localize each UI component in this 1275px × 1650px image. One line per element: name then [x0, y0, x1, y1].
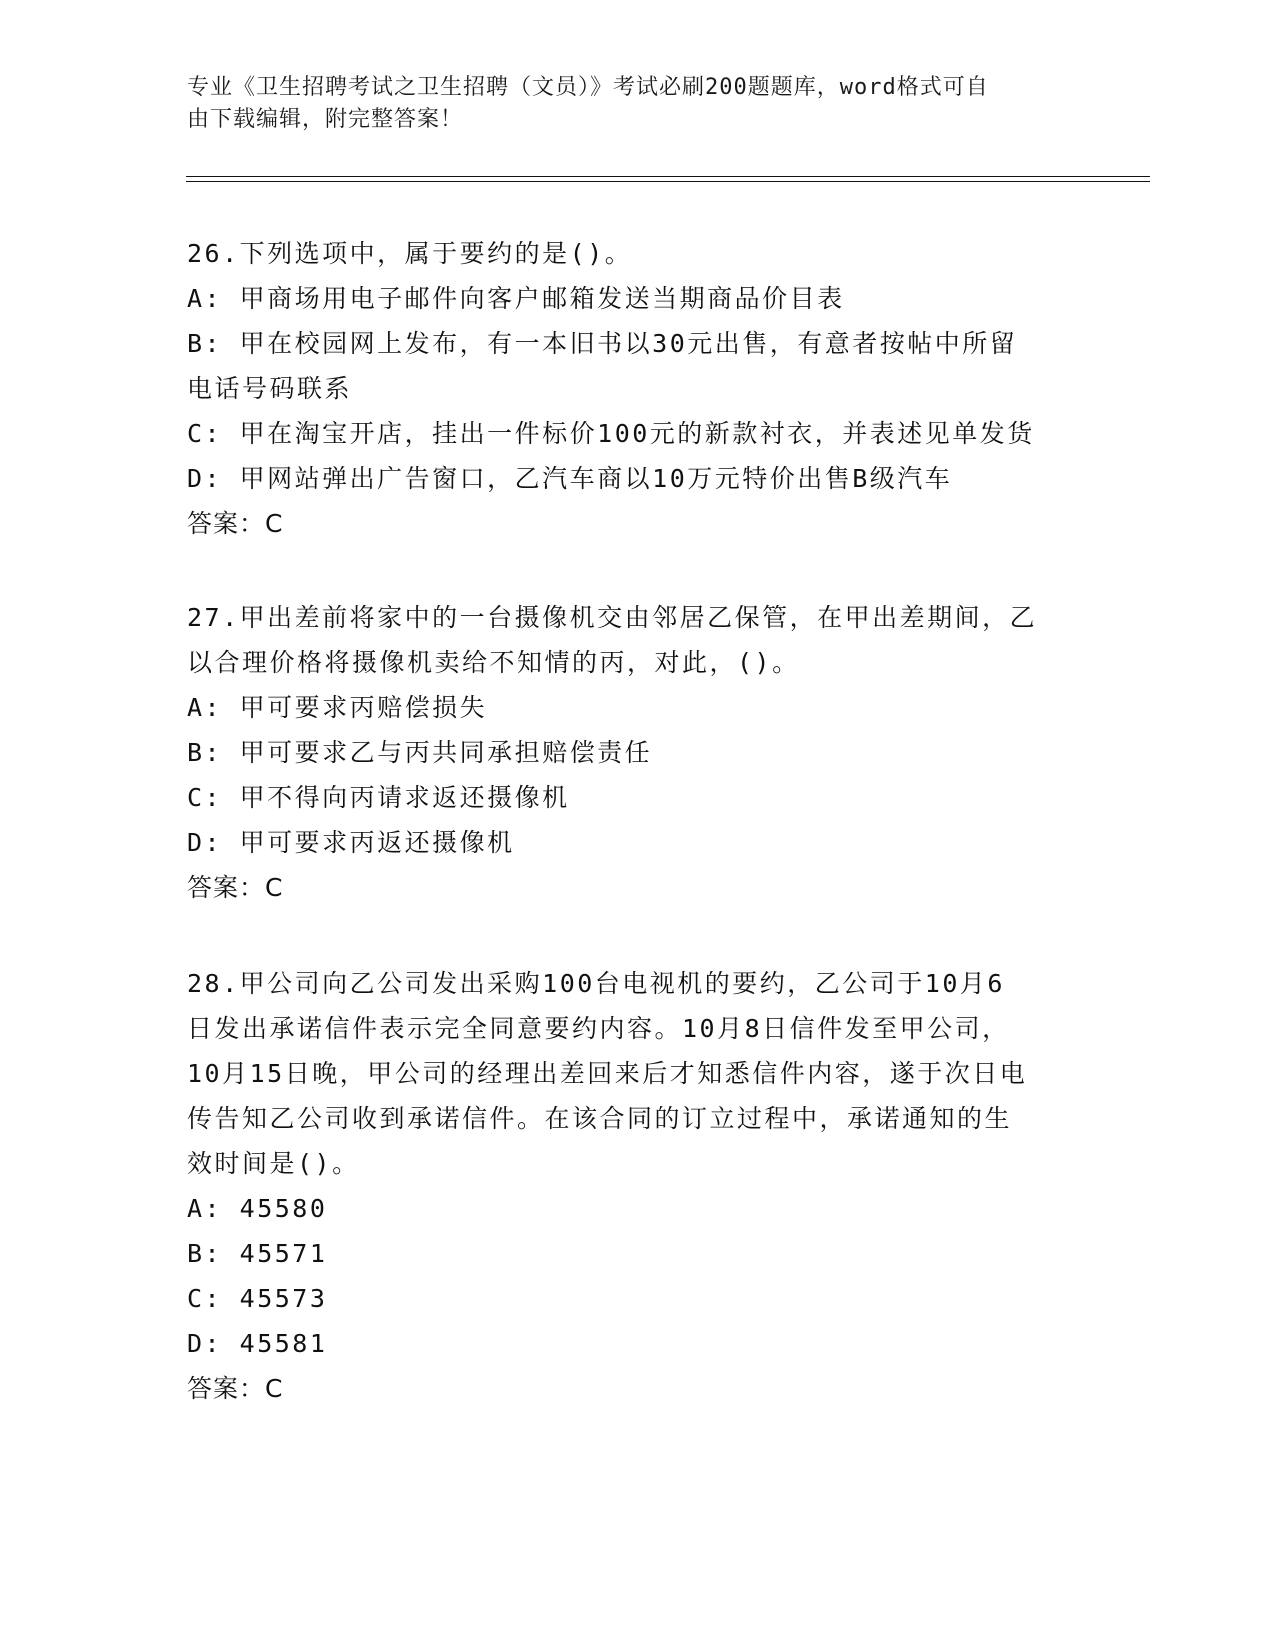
header-line-2: 由下载编辑，附完整答案！: [187, 107, 464, 132]
answer-line: 答案：C: [187, 509, 284, 538]
document-header: [187, 72, 1067, 136]
option-b: B: 45571: [187, 1239, 328, 1268]
question-stem-continued: 传告知乙公司收到承诺信件。在该合同的订立过程中，承诺通知的生: [187, 1104, 1013, 1133]
option-d: D: 甲可要求丙返还摄像机: [187, 828, 515, 857]
option-d: D: 45581: [187, 1329, 328, 1358]
option-a: A: 45580: [187, 1194, 328, 1223]
header-divider-bottom: [186, 181, 1150, 182]
option-a: A: 甲可要求丙赔偿损失: [187, 693, 488, 722]
answer-line: 答案：C: [187, 1374, 284, 1403]
option-b: B: 甲可要求乙与丙共同承担赔偿责任: [187, 738, 653, 767]
header-divider-top: [186, 176, 1150, 177]
question-stem: 28.甲公司向乙公司发出采购100台电视机的要约，乙公司于10月6: [187, 969, 1005, 998]
header-line-1: 专业《卫生招聘考试之卫生招聘（文员）》考试必刷200题题库，word格式可自: [187, 75, 989, 100]
question-stem: 27.甲出差前将家中的一台摄像机交由邻居乙保管，在甲出差期间，乙: [187, 603, 1038, 632]
option-b-continued: 电话号码联系: [187, 374, 353, 403]
option-c: C: 甲在淘宝开店，挂出一件标价100元的新款衬衣，并表述见单发货: [187, 419, 1035, 448]
option-c: C: 45573: [187, 1284, 328, 1313]
question-stem: 26.下列选项中，属于要约的是()。: [187, 239, 633, 268]
option-d: D: 甲网站弹出广告窗口，乙汽车商以10万元特价出售B级汽车: [187, 464, 953, 493]
question-28: [187, 961, 1087, 1411]
question-26: [187, 231, 1087, 546]
option-a: A: 甲商场用电子邮件向客户邮箱发送当期商品价目表: [187, 284, 845, 313]
question-stem-continued: 10月15日晚，甲公司的经理出差回来后才知悉信件内容，遂于次日电: [187, 1059, 1028, 1088]
question-stem-continued: 以合理价格将摄像机卖给不知情的丙，对此，()。: [187, 648, 800, 677]
option-b: B: 甲在校园网上发布，有一本旧书以30元出售，有意者按帖中所留: [187, 329, 1018, 358]
question-stem-continued: 日发出承诺信件表示完全同意要约内容。10月8日信件发至甲公司，: [187, 1014, 1010, 1043]
answer-line: 答案：C: [187, 873, 284, 902]
option-c: C: 甲不得向丙请求返还摄像机: [187, 783, 570, 812]
question-27: [187, 595, 1087, 910]
question-stem-continued: 效时间是()。: [187, 1149, 360, 1178]
